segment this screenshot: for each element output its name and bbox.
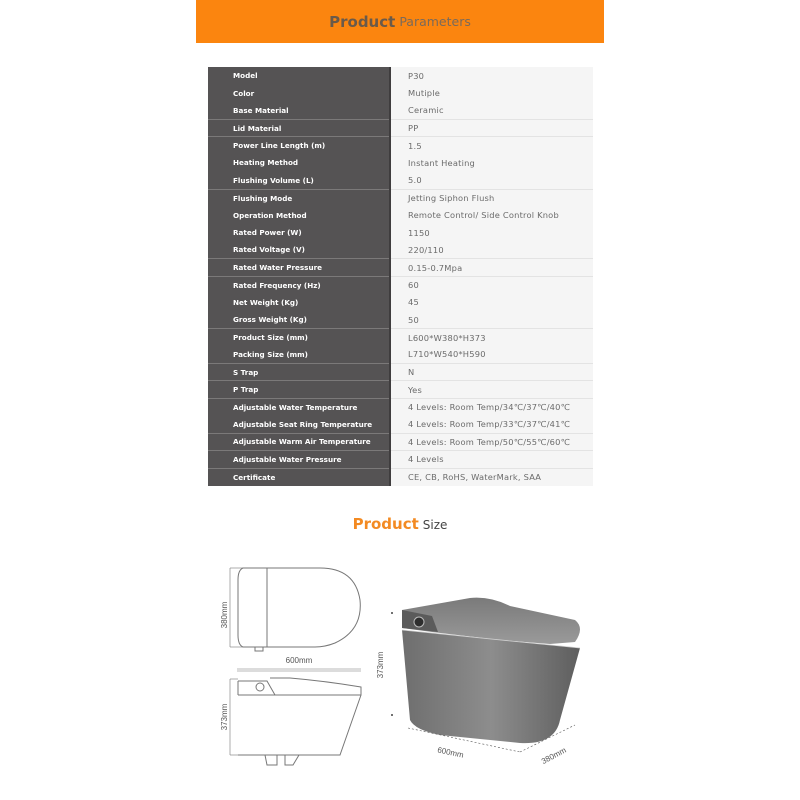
render-width-label: 380mm: [539, 745, 568, 767]
spec-row: [208, 84, 593, 101]
spec-label: Lid Material: [208, 119, 390, 136]
spec-row: [208, 259, 593, 276]
spec-value: N: [390, 363, 593, 380]
spec-label: Gross Weight (Kg): [208, 311, 390, 328]
spec-label: Model: [208, 67, 390, 84]
spec-value: 1.5: [390, 137, 593, 154]
spec-row: [208, 294, 593, 311]
spec-value: L600*W380*H373: [390, 329, 593, 346]
spec-value: Jetting Siphon Flush: [390, 189, 593, 206]
spec-row: [208, 102, 593, 119]
spec-row: [208, 311, 593, 328]
spec-label: Operation Method: [208, 207, 390, 224]
spec-value: P30: [390, 67, 593, 84]
render-height-label: 373mm: [376, 651, 385, 679]
spec-row: [208, 137, 593, 154]
spec-value: 5.0: [390, 172, 593, 189]
spec-row: [208, 433, 593, 450]
spec-label: Adjustable Water Pressure: [208, 451, 390, 468]
toilet-render-image: [370, 570, 595, 775]
top-view-drawing: [215, 555, 385, 675]
spec-value: 4 Levels: [390, 451, 593, 468]
spec-label: Color: [208, 84, 390, 101]
spec-row: [208, 67, 593, 84]
spec-value: CE, CB, RoHS, WaterMark, SAA: [390, 468, 593, 485]
spec-row: [208, 119, 593, 136]
spec-row: [208, 224, 593, 241]
spec-label: Rated Voltage (V): [208, 241, 390, 258]
side-view-drawing: [215, 665, 385, 775]
spec-value: 4 Levels: Room Temp/34℃/37℃/40℃: [390, 398, 593, 415]
spec-value: Mutiple: [390, 84, 593, 101]
product-size-heading: [0, 515, 800, 533]
spec-label: S Trap: [208, 363, 390, 380]
spec-label: Adjustable Seat Ring Temperature: [208, 416, 390, 433]
spec-row: [208, 398, 593, 415]
spec-row: [208, 276, 593, 293]
spec-value: PP: [390, 119, 593, 136]
spec-value: Yes: [390, 381, 593, 398]
spec-label: Power Line Length (m): [208, 137, 390, 154]
banner-title-bold: Product: [329, 12, 396, 31]
spec-value: Ceramic: [390, 102, 593, 119]
spec-row: [208, 172, 593, 189]
spec-row: [208, 416, 593, 433]
spec-value: L710*W540*H590: [390, 346, 593, 363]
spec-row: [208, 329, 593, 346]
spec-label: Certificate: [208, 468, 390, 485]
spec-row: [208, 381, 593, 398]
spec-value: Instant Heating: [390, 154, 593, 171]
spec-row: [208, 363, 593, 380]
spec-label: Rated Power (W): [208, 224, 390, 241]
spec-label: Adjustable Water Temperature: [208, 398, 390, 415]
spec-label: P Trap: [208, 381, 390, 398]
spec-row: [208, 451, 593, 468]
product-parameters-banner: [196, 0, 604, 43]
spec-row: [208, 346, 593, 363]
spec-row: [208, 189, 593, 206]
top-view-width-label: 600mm: [285, 656, 313, 665]
spec-label: Adjustable Warm Air Temperature: [208, 433, 390, 450]
banner-title-light: Parameters: [399, 14, 471, 29]
spec-label: Heating Method: [208, 154, 390, 171]
spec-value: 60: [390, 276, 593, 293]
top-view-depth-label: 380mm: [220, 601, 229, 629]
spec-row: [208, 468, 593, 485]
spec-label: Rated Water Pressure: [208, 259, 390, 276]
spec-label: Rated Frequency (Hz): [208, 276, 390, 293]
side-view-height-label: 373mm: [220, 703, 229, 731]
spec-row: [208, 207, 593, 224]
spec-value: 50: [390, 311, 593, 328]
size-title-light: Size: [422, 518, 448, 532]
spec-label: Net Weight (Kg): [208, 294, 390, 311]
spec-value: 220/110: [390, 241, 593, 258]
spec-row: [208, 241, 593, 258]
spec-value: 0.15-0.7Mpa: [390, 259, 593, 276]
spec-value: 1150: [390, 224, 593, 241]
spec-row: [208, 154, 593, 171]
spec-table: [208, 67, 593, 486]
render-length-label: 600mm: [436, 745, 465, 760]
spec-value: 45: [390, 294, 593, 311]
spec-label: Base Material: [208, 102, 390, 119]
spec-label: Packing Size (mm): [208, 346, 390, 363]
spec-label: Product Size (mm): [208, 329, 390, 346]
spec-value: 4 Levels: Room Temp/33℃/37℃/41℃: [390, 416, 593, 433]
spec-value: 4 Levels: Room Temp/50℃/55℃/60℃: [390, 433, 593, 450]
spec-value: Remote Control/ Side Control Knob: [390, 207, 593, 224]
spec-label: Flushing Mode: [208, 189, 390, 206]
spec-label: Flushing Volume (L): [208, 172, 390, 189]
size-title-bold: Product: [352, 515, 419, 533]
